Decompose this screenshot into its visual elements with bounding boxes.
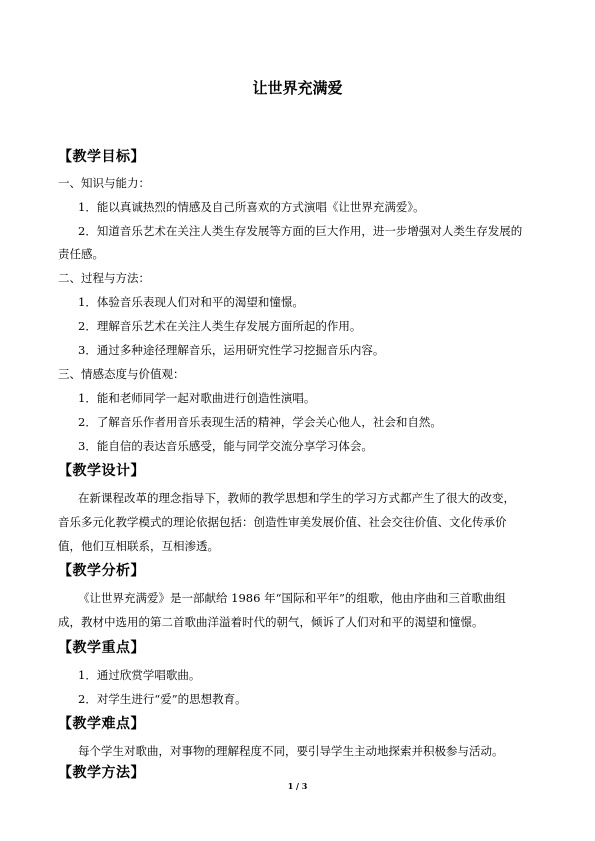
section-heading-difficulties: 【教学难点】 xyxy=(58,716,145,732)
objective-item-continuation: 责任感。 xyxy=(58,247,104,261)
objective-item: 1．体验音乐表现人们对和平的渴望和憧憬。 xyxy=(78,295,304,309)
objective-category: 三、情感态度与价值观： xyxy=(58,367,185,381)
design-paragraph-line: 音乐多元化教学模式的理论依据包括：创造性审美发展价值、社会交往价值、文化传承价 xyxy=(58,515,507,529)
difficulties-paragraph-line: 每个学生对歌曲，对事物的理解程度不同，要引导学生主动地探索并积极参与活动。 xyxy=(78,744,504,758)
key-point-item: 2．对学生进行“爱”的思想教育。 xyxy=(78,692,247,706)
analysis-paragraph-line: 《让世界充满爱》是一部献给 1986 年“国际和平年”的组歌，他由序曲和三首歌曲组 xyxy=(78,591,506,605)
objective-category: 一、知识与能力： xyxy=(58,176,150,190)
section-heading-methods: 【教学方法】 xyxy=(58,765,145,781)
objective-item: 1．能和老师同学一起对歌曲进行创造性演唱。 xyxy=(78,391,316,405)
design-paragraph-line: 值，他们互相联系，互相渗透。 xyxy=(58,539,219,553)
key-point-item: 1．通过欣赏学唱歌曲。 xyxy=(78,668,201,682)
objective-category: 二、过程与方法： xyxy=(58,271,150,285)
analysis-paragraph-line: 成，教材中选用的第二首歌曲洋溢着时代的朝气，倾诉了人们对和平的渴望和憧憬。 xyxy=(58,615,484,629)
objective-item: 3．通过多种途径理解音乐，运用研究性学习挖掘音乐内容。 xyxy=(78,343,385,357)
objective-item: 2．知道音乐艺术在关注人类生存发展等方面的巨大作用，进一步增强对人类生存发展的 xyxy=(78,224,523,238)
section-heading-objectives: 【教学目标】 xyxy=(58,149,145,165)
objective-item: 1．能以真诚热烈的情感及自己所喜欢的方式演唱《让世界充满爱》。 xyxy=(78,200,425,214)
document-title: 让世界充满爱 xyxy=(252,79,343,97)
design-paragraph-line: 在新课程改革的理念指导下，教师的教学思想和学生的学习方式都产生了很大的改变， xyxy=(78,491,515,505)
section-heading-analysis: 【教学分析】 xyxy=(58,563,145,579)
page-number: 1 / 3 xyxy=(287,781,308,791)
objective-item: 2．理解音乐艺术在关注人类生存发展方面所起的作用。 xyxy=(78,319,362,333)
section-heading-design: 【教学设计】 xyxy=(58,463,145,479)
section-heading-key-points: 【教学重点】 xyxy=(58,640,145,656)
objective-item: 3．能自信的表达音乐感受，能与同学交流分享学习体会。 xyxy=(78,439,373,453)
objective-item: 2．了解音乐作者用音乐表现生活的精神，学会关心他人，社会和自然。 xyxy=(78,415,442,429)
